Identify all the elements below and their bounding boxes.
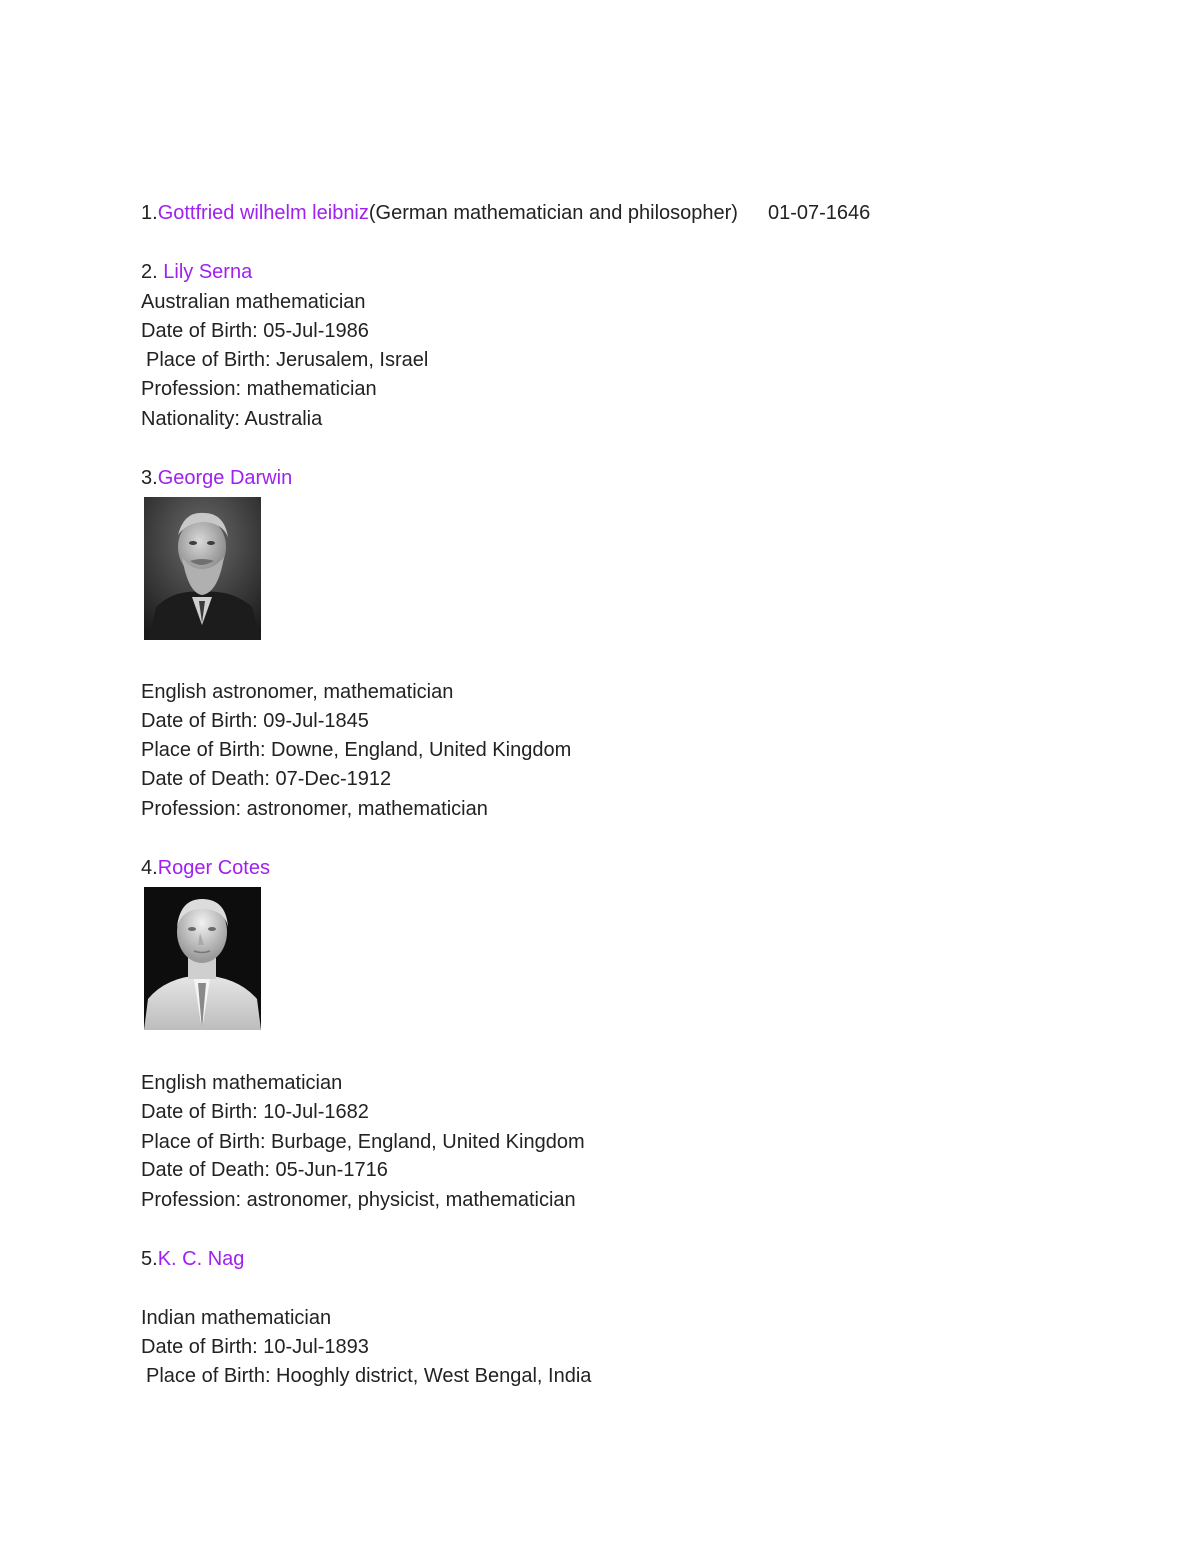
entry-3-date-of-birth: Date of Birth: 09-Jul-1845 bbox=[141, 710, 369, 732]
entry-4-profession: Profession: astronomer, physicist, mathematician bbox=[141, 1189, 576, 1211]
entry-2-heading bbox=[141, 260, 252, 284]
entry-4-number: 4. bbox=[141, 857, 158, 879]
entry-4-date-of-birth: Date of Birth: 10-Jul-1682 bbox=[141, 1101, 369, 1123]
entry-5-place-of-birth: Place of Birth: Hooghly district, West Bengal, India bbox=[146, 1365, 592, 1387]
entry-3-place-of-birth: Place of Birth: Downe, England, United Kingdom bbox=[141, 739, 572, 761]
entry-5-date-of-birth: Date of Birth: 10-Jul-1893 bbox=[141, 1336, 369, 1358]
george-darwin-portrait-photo bbox=[144, 497, 261, 640]
entry-3-date-of-death: Date of Death: 07-Dec-1912 bbox=[141, 768, 392, 790]
entry-1-heading bbox=[141, 201, 870, 225]
entry-5-profession-summary: Indian mathematician bbox=[141, 1307, 332, 1329]
entry-3-profession: Profession: astronomer, mathematician bbox=[141, 798, 488, 820]
entry-3-name-link[interactable]: George Darwin bbox=[157, 467, 293, 489]
entry-3-number: 3. bbox=[141, 467, 158, 489]
entry-2-place-of-birth: Place of Birth: Jerusalem, Israel bbox=[146, 349, 429, 371]
entry-4-name-link[interactable]: Roger Cotes bbox=[157, 857, 270, 879]
entry-1-description: (German mathematician and philosopher) bbox=[368, 202, 738, 224]
entry-2-nationality: Nationality: Australia bbox=[141, 408, 323, 430]
entry-4-place-of-birth: Place of Birth: Burbage, England, United Kingdom bbox=[141, 1131, 585, 1153]
roger-cotes-bust-photo bbox=[144, 887, 261, 1030]
entry-1-date: 01-07-1646 bbox=[767, 202, 871, 224]
entry-3-heading bbox=[141, 466, 292, 490]
entry-5-name-link[interactable]: K. C. Nag bbox=[157, 1248, 245, 1270]
entry-4-profession-summary: English mathematician bbox=[141, 1072, 343, 1094]
entry-2-profession-summary: Australian mathematician bbox=[141, 291, 366, 313]
entry-3-profession-summary: English astronomer, mathematician bbox=[141, 681, 454, 703]
entry-4-date-of-death: Date of Death: 05-Jun-1716 bbox=[141, 1159, 388, 1181]
entry-2-profession: Profession: mathematician bbox=[141, 378, 377, 400]
entry-1-number: 1. bbox=[141, 202, 158, 224]
entry-2-name-link[interactable]: Lily Serna bbox=[163, 261, 253, 283]
entry-2-date-of-birth: Date of Birth: 05-Jul-1986 bbox=[141, 320, 369, 342]
entry-5-number: 5. bbox=[141, 1248, 158, 1270]
entry-5-heading bbox=[141, 1247, 244, 1271]
entry-1-name-link[interactable]: Gottfried wilhelm leibniz bbox=[157, 202, 369, 224]
entry-4-heading bbox=[141, 856, 270, 880]
entry-2-number: 2. bbox=[141, 261, 164, 283]
